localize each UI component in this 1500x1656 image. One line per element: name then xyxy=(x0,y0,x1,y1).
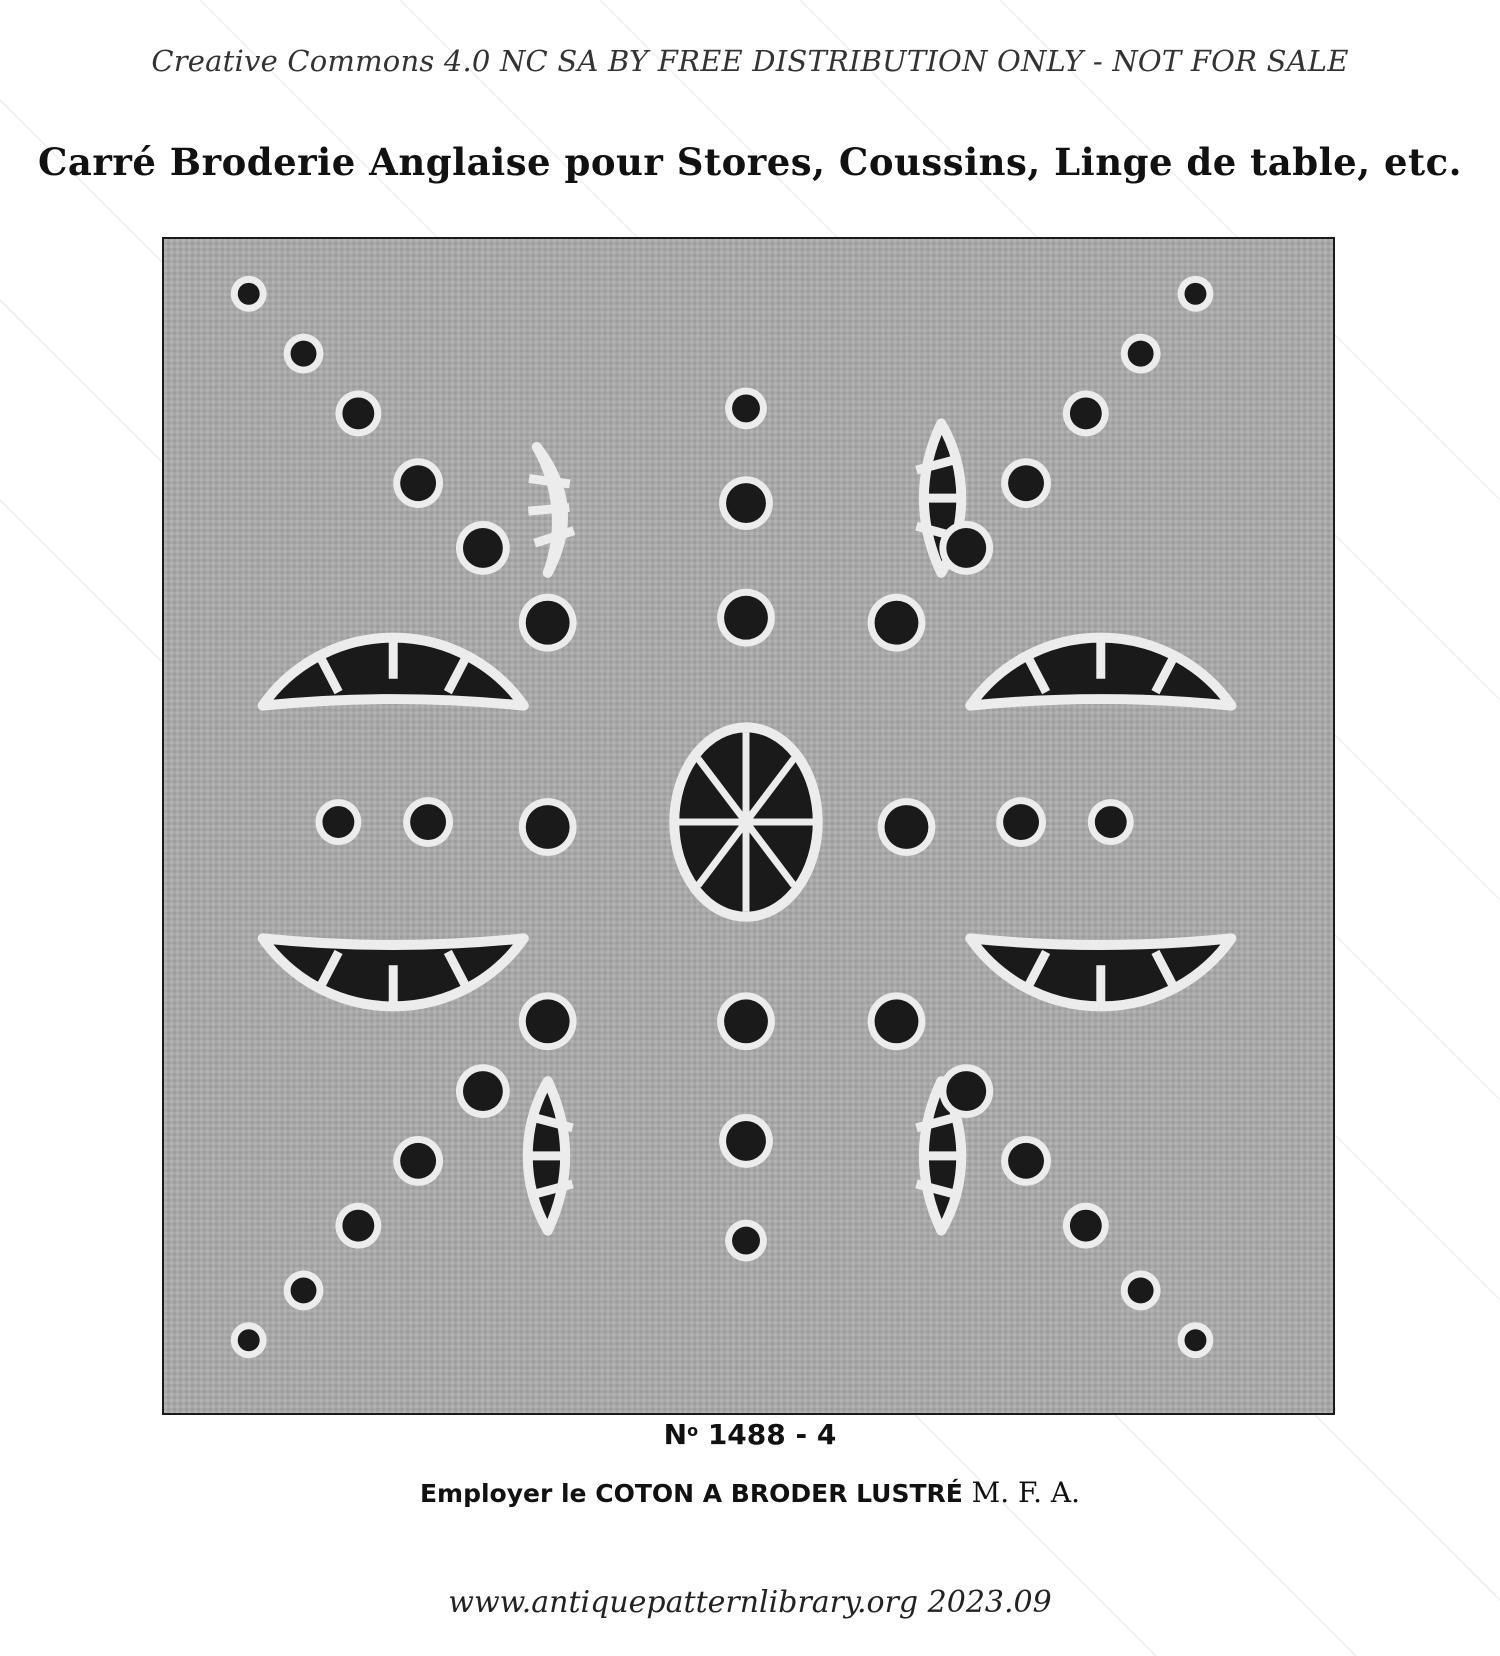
eyelet-hole xyxy=(1128,341,1154,367)
eyelet-hole xyxy=(400,465,436,501)
eyelet-hole xyxy=(1185,283,1207,305)
eyelet-hole xyxy=(322,806,354,838)
eyelet-hole xyxy=(724,999,768,1043)
embroidery-photo xyxy=(162,237,1335,1415)
eyelet-hole xyxy=(875,999,919,1043)
eyelet-hole xyxy=(946,1071,986,1111)
eyelet-hole xyxy=(726,483,766,523)
website-footer: www.antiquepatternlibrary.org 2023.09 xyxy=(448,1585,1052,1620)
eyelet-hole xyxy=(726,1121,766,1161)
eyelet-hole xyxy=(1008,1143,1044,1179)
pattern-number xyxy=(0,1418,1500,1451)
thread-instruction xyxy=(0,1476,1500,1509)
eyelet-hole xyxy=(946,528,986,568)
eyelet-hole xyxy=(1070,397,1102,429)
eyelet-hole xyxy=(1095,806,1127,838)
eyelet-hole xyxy=(1070,1210,1102,1242)
eyelet-hole xyxy=(238,283,260,305)
crescent-bar xyxy=(528,508,569,512)
eyelet-hole xyxy=(875,601,919,645)
eyelet-hole xyxy=(526,805,570,849)
eyelet-hole xyxy=(342,397,374,429)
eyelet-hole xyxy=(463,1071,503,1111)
center-medallion xyxy=(674,727,818,916)
eyelet-hole xyxy=(291,1277,317,1303)
eyelet-hole xyxy=(885,805,929,849)
eyelet-hole xyxy=(291,341,317,367)
eyelet-hole xyxy=(1128,1277,1154,1303)
eyelet-hole xyxy=(400,1143,436,1179)
embroidery-illustration xyxy=(164,239,1333,1413)
eyelet-hole xyxy=(238,1329,260,1351)
eyelet-hole xyxy=(732,1227,760,1255)
license-notice: Creative Commons 4.0 NC SA BY FREE DISTRIBUTION ONLY - NOT FOR SALE xyxy=(151,44,1349,78)
page-title: Carré Broderie Anglaise pour Stores, Coussins, Linge de table, etc. xyxy=(37,140,1463,184)
eyelet-hole xyxy=(724,596,768,640)
crescent-bar xyxy=(529,479,570,484)
thread-brand: M. F. A. xyxy=(971,1476,1081,1509)
eyelet-hole xyxy=(526,999,570,1043)
number-superscript: o xyxy=(687,1421,699,1440)
number-prefix: N xyxy=(663,1418,688,1451)
eyelet-hole xyxy=(1003,804,1039,840)
number-value: 1488 - 4 xyxy=(707,1418,837,1451)
eyelet-hole xyxy=(732,394,760,422)
eyelet-hole xyxy=(1185,1329,1207,1351)
eyelet-hole xyxy=(410,804,446,840)
eyelet-hole xyxy=(526,601,570,645)
instruction-text: Employer le COTON A BRODER LUSTRÉ xyxy=(419,1479,972,1508)
eyelet-hole xyxy=(463,528,503,568)
eyelet-hole xyxy=(1008,465,1044,501)
eyelet-hole xyxy=(342,1210,374,1242)
